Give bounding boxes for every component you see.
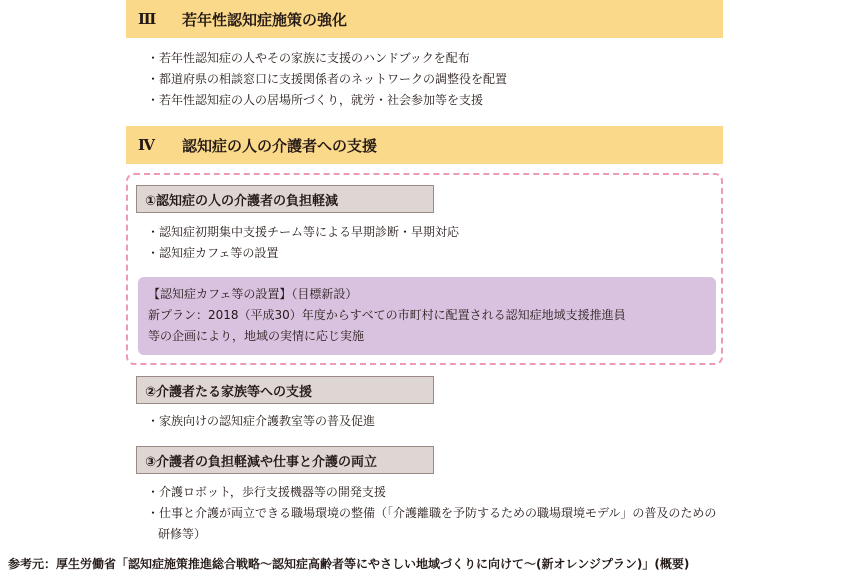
sub3-bullet-list	[147, 482, 718, 545]
list-item: ・若年性認知症の人やその家族に支援のハンドブックを配布	[147, 51, 470, 65]
section3-title: 若年性認知症施策の強化	[182, 10, 348, 29]
list-item: ・都道府県の相談窓口に支援関係者のネットワークの調整役を配置	[147, 72, 508, 86]
list-item: ・認知症初期集中支援チーム等による早期診断・早期対応	[147, 225, 460, 239]
callout-title: 【認知症カフェ等の設置】（目標新設）	[148, 287, 358, 301]
sub2-bullet-list	[147, 411, 375, 432]
list-item: ・家族向けの認知症介護教室等の普及促進	[147, 414, 376, 428]
source-footnote: 参考元：厚生労働省「認知症施策推進総合戦略～認知症高齢者等にやさしい地域づくりに向けて～(新オレンジプラン)」(概要)	[8, 557, 690, 571]
sub3-heading: ③介護者の負担軽減や仕事と介護の両立	[136, 446, 434, 474]
sub2-heading: ②介護者たる家族等への支援	[136, 376, 434, 404]
sub1-bullet-list	[147, 222, 459, 264]
list-item: ・仕事と介護が両立できる職場環境の整備（「介護離職を予防するための職場環境モデル」の普及のための研修等）	[147, 506, 717, 541]
list-item: ・介護ロボット，歩行支援機器等の開発支援	[147, 485, 386, 499]
sub1-heading: ①認知症の人の介護者の負担軽減	[136, 185, 434, 213]
callout-line: 新プラン：2018（平成30）年度からすべての市町村に配置される認知症地域支援推進員	[148, 308, 626, 322]
section3-heading-band	[126, 0, 723, 38]
section3-numeral: Ⅲ	[138, 10, 157, 28]
section4-numeral: Ⅳ	[138, 136, 156, 154]
cafe-callout-box	[138, 277, 716, 355]
section4-heading-band	[126, 126, 723, 164]
section4-title: 認知症の人の介護者への支援	[182, 136, 378, 155]
section3-bullet-list	[147, 48, 507, 111]
list-item: ・若年性認知症の人の居場所づくり，就労・社会参加等を支援	[147, 93, 484, 107]
callout-line: 等の企画により，地域の実情に応じ実施	[148, 329, 365, 343]
list-item: ・認知症カフェ等の設置	[147, 246, 279, 260]
